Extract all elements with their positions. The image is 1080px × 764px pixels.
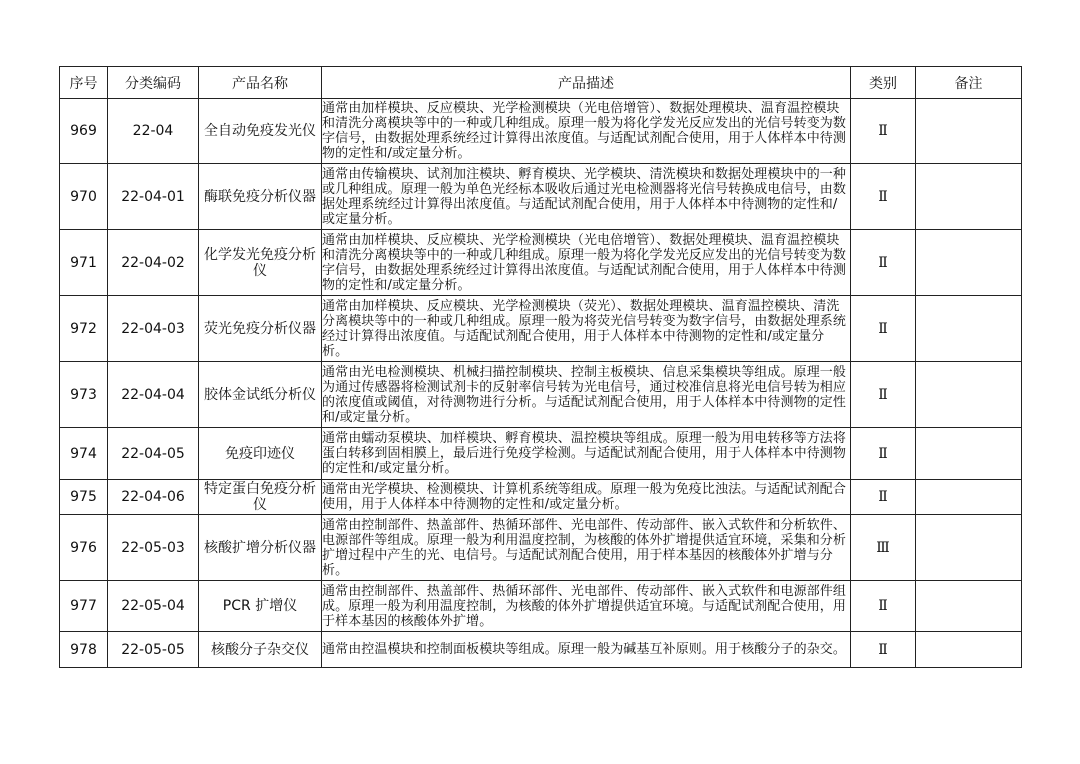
header-name: 产品名称: [199, 67, 322, 99]
table-row: [60, 515, 1022, 581]
cell-seq: 974: [60, 428, 108, 480]
cell-desc: 通常由控温模块和控制面板模块等组成。原理一般为碱基互补原则。用于核酸分子的杂交。: [322, 632, 851, 668]
cell-note: [916, 428, 1022, 480]
cell-class: Ⅱ: [851, 296, 916, 362]
table-row: [60, 99, 1022, 164]
cell-seq: 971: [60, 230, 108, 296]
cell-class: Ⅱ: [851, 362, 916, 428]
cell-code: 22-04-04: [108, 362, 199, 428]
cell-code: 22-05-05: [108, 632, 199, 668]
cell-desc: 通常由控制部件、热盖部件、热循环部件、光电部件、传动部件、嵌入式软件和电源部件组成。原理一般为利用温度控制，为核酸的体外扩增提供适宜环境。与适配试剂配合使用，用于样本基因的核酸体外扩增。: [322, 581, 851, 632]
cell-note: [916, 480, 1022, 515]
header-note: 备注: [916, 67, 1022, 99]
cell-desc: 通常由蠕动泵模块、加样模块、孵育模块、温控模块等组成。原理一般为用电转移等方法将蛋白转移到固相膜上，最后进行免疫学检测。与适配试剂配合使用，用于人体样本中待测物的定性和/或定量分析。: [322, 428, 851, 480]
cell-note: [916, 515, 1022, 581]
cell-note: [916, 632, 1022, 668]
cell-seq: 972: [60, 296, 108, 362]
cell-name: 免疫印迹仪: [199, 428, 322, 480]
cell-desc: 通常由加样模块、反应模块、光学检测模块（荧光）、数据处理模块、温育温控模块、清洗分离模块等中的一种或几种组成。原理一般为将荧光信号转变为数字信号，由数据处理系统经过计算得出浓度值。与适配试剂配合使用，用于人体样本中待测物的定性和/或定量分析。: [322, 296, 851, 362]
cell-name: 特定蛋白免疫分析仪: [199, 480, 322, 515]
cell-desc: 通常由光学模块、检测模块、计算机系统等组成。原理一般为免疫比浊法。与适配试剂配合使用，用于人体样本中待测物的定性和/或定量分析。: [322, 480, 851, 515]
cell-desc: 通常由控制部件、热盖部件、热循环部件、光电部件、传动部件、嵌入式软件和分析软件、电源部件等组成。原理一般为利用温度控制，为核酸的体外扩增提供适宜环境，采集和分析扩增过程中产生的光、电信号。与适配试剂配合使用，用于样本基因的核酸体外扩增与分析。: [322, 515, 851, 581]
cell-class: Ⅱ: [851, 480, 916, 515]
cell-name: 荧光免疫分析仪器: [199, 296, 322, 362]
cell-note: [916, 296, 1022, 362]
cell-class: Ⅲ: [851, 515, 916, 581]
cell-desc: 通常由传输模块、试剂加注模块、孵育模块、光学模块、清洗模块和数据处理模块中的一种或几种组成。原理一般为单色光经标本吸收后通过光电检测器将光信号转换成电信号，由数据处理系统经过计算得出浓度值。与适配试剂配合使用，用于人体样本中待测物的定性和/或定量分析。: [322, 164, 851, 230]
cell-note: [916, 230, 1022, 296]
cell-seq: 970: [60, 164, 108, 230]
cell-code: 22-05-03: [108, 515, 199, 581]
cell-name: 核酸分子杂交仪: [199, 632, 322, 668]
cell-code: 22-04-02: [108, 230, 199, 296]
header-seq: 序号: [60, 67, 108, 99]
cell-code: 22-05-04: [108, 581, 199, 632]
cell-desc: 通常由加样模块、反应模块、光学检测模块（光电倍增管）、数据处理模块、温育温控模块和清洗分离模块等中的一种或几种组成。原理一般为将化学发光反应发出的光信号转变为数字信号，由数据处理系统经过计算得出浓度值。与适配试剂配合使用，用于人体样本中待测物的定性和/或定量分析。: [322, 99, 851, 164]
cell-seq: 976: [60, 515, 108, 581]
table-row: [60, 164, 1022, 230]
table-row: [60, 230, 1022, 296]
cell-seq: 975: [60, 480, 108, 515]
cell-seq: 969: [60, 99, 108, 164]
cell-note: [916, 164, 1022, 230]
table-row: [60, 581, 1022, 632]
cell-name: 酶联免疫分析仪器: [199, 164, 322, 230]
cell-class: Ⅱ: [851, 581, 916, 632]
cell-seq: 973: [60, 362, 108, 428]
cell-note: [916, 362, 1022, 428]
cell-code: 22-04: [108, 99, 199, 164]
cell-class: Ⅱ: [851, 230, 916, 296]
cell-seq: 978: [60, 632, 108, 668]
cell-desc: 通常由光电检测模块、机械扫描控制模块、控制主板模块、信息采集模块等组成。原理一般为通过传感器将检测试剂卡的反射率信号转为光电信号，通过校准信息将光电信号转为相应的浓度值或阈值，对待测物进行分析。与适配试剂配合使用，用于人体样本中待测物的定性和/或定量分析。: [322, 362, 851, 428]
cell-class: Ⅱ: [851, 99, 916, 164]
cell-code: 22-04-05: [108, 428, 199, 480]
cell-code: 22-04-06: [108, 480, 199, 515]
cell-seq: 977: [60, 581, 108, 632]
table-row: [60, 428, 1022, 480]
cell-name: PCR 扩增仪: [199, 581, 322, 632]
cell-class: Ⅱ: [851, 632, 916, 668]
cell-name: 胶体金试纸分析仪: [199, 362, 322, 428]
cell-desc: 通常由加样模块、反应模块、光学检测模块（光电倍增管）、数据处理模块、温育温控模块和清洗分离模块等中的一种或几种组成。原理一般为将化学发光反应发出的光信号转变为数字信号，由数据处理系统经过计算得出浓度值。与适配试剂配合使用，用于人体样本中待测物的定性和/或定量分析。: [322, 230, 851, 296]
cell-name: 核酸扩增分析仪器: [199, 515, 322, 581]
table-row: [60, 480, 1022, 515]
table-row: [60, 362, 1022, 428]
header-desc: 产品描述: [322, 67, 851, 99]
cell-code: 22-04-03: [108, 296, 199, 362]
cell-note: [916, 581, 1022, 632]
table-row: [60, 632, 1022, 668]
cell-name: 化学发光免疫分析仪: [199, 230, 322, 296]
cell-note: [916, 99, 1022, 164]
device-catalog-table: [59, 66, 1022, 668]
table-row: [60, 296, 1022, 362]
cell-class: Ⅱ: [851, 428, 916, 480]
table-header-row: [60, 67, 1022, 99]
header-class: 类别: [851, 67, 916, 99]
cell-code: 22-04-01: [108, 164, 199, 230]
cell-name: 全自动免疫发光仪: [199, 99, 322, 164]
header-code: 分类编码: [108, 67, 199, 99]
cell-class: Ⅱ: [851, 164, 916, 230]
